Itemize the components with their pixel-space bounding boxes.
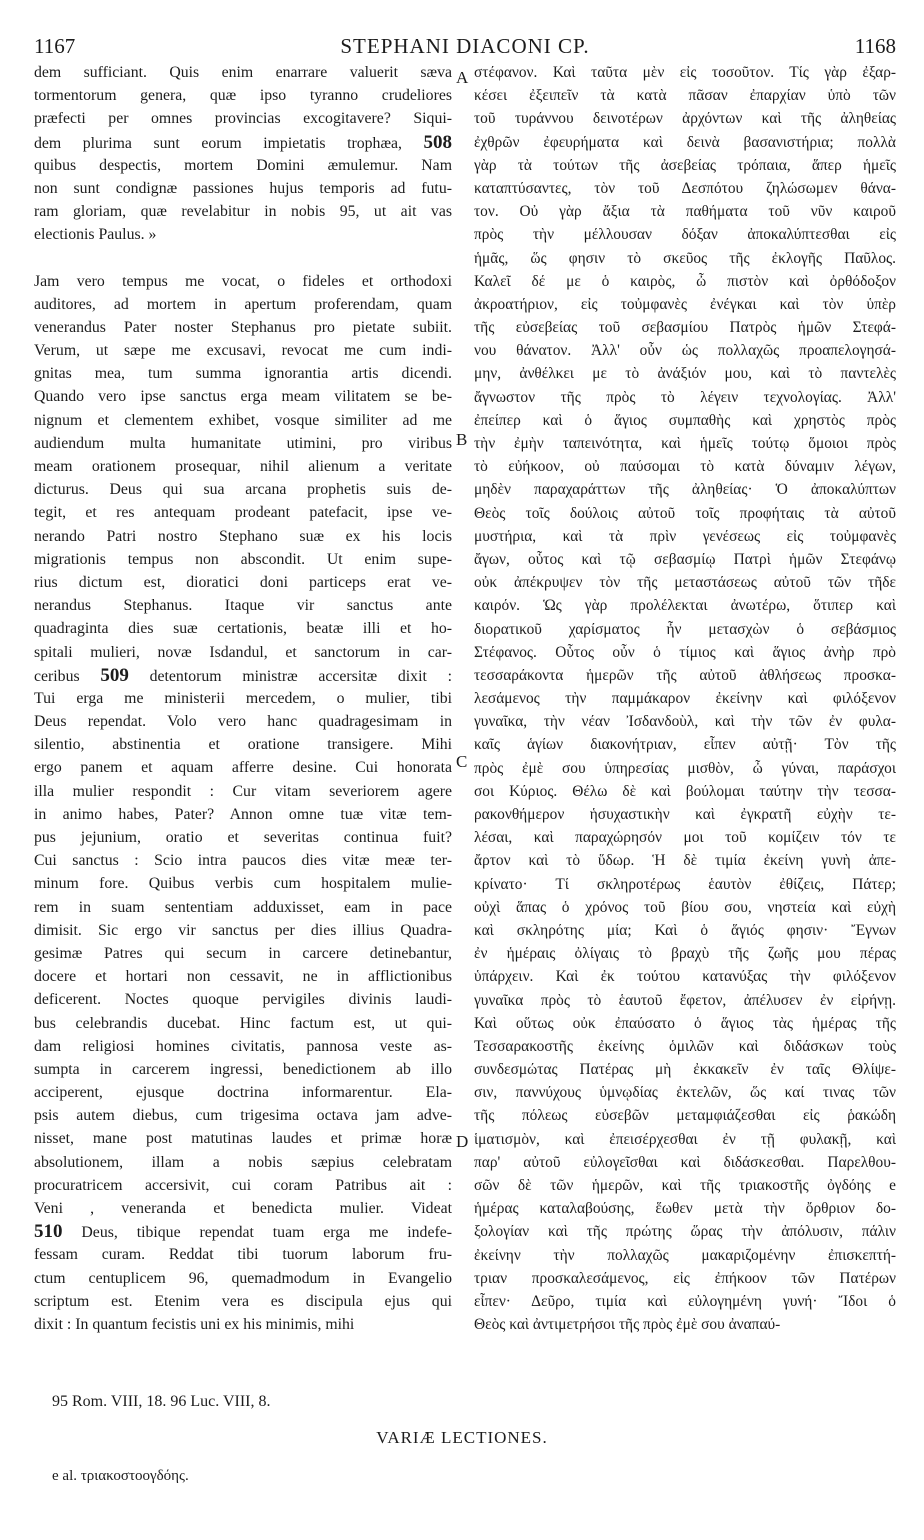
latin-text-line: deficerent. Noctes quoque pervigiles divinis laudi-: [34, 991, 452, 1009]
greek-text-line: διορατικοῦ χαρίσματος ἦν μετασχὼν ὁ σεβάσμιος: [474, 620, 896, 638]
latin-text-line: fessam curam. Reddat tibi tuorum laborum fru-: [34, 1246, 452, 1264]
latin-text-line: silentio, abstinentia et oratione transigere. Mihi: [34, 736, 452, 754]
margin-letter-a: A: [456, 68, 469, 87]
greek-text-line: ἐπείπερ καὶ ὁ ἅγιος συμπαθὴς καὶ χρηστὸς πρὸς: [474, 411, 896, 429]
latin-text-line: dem sufficiant. Quis enim enarrare valuerit sæva: [34, 64, 452, 81]
greek-text-line: ρακονθήμερον ἡσυχαστικὴν καὶ ἐγκρατῆ εὐχὴν τε-: [474, 806, 896, 823]
page-header: [34, 34, 896, 58]
greek-text-line: οὐκ ἀπέκρυψεν τὸν τῆς μεταστάσεως αὐτοῦ τῶν τῆδε: [474, 574, 896, 592]
latin-text-line: rem in suam sententiam adduxisset, eam in pace: [34, 898, 452, 916]
latin-text-line: præfecti per omnes provincias excogitavere? Siqui-: [34, 110, 452, 128]
variae-lectiones-title: VARIÆ LECTIONES.: [376, 1428, 548, 1447]
latin-text-line: psis autem diebus, cum trigesima octava jam adve-: [34, 1107, 452, 1125]
latin-text-line: absolutionem, illam a nobis sæpius celebratam: [34, 1153, 452, 1171]
greek-text-line: ξολογίαν καὶ τῆς πρώτης ὥρας τὴν ἀπόλυσιν, πάλιν: [474, 1223, 896, 1241]
greek-text-line: τριαν προσκαλεσάμενος, εἰς ἐπήκοον τῶν Πατέρων: [474, 1269, 896, 1287]
greek-text-line: γὰρ τὰ τούτων τῆς ἀσεβείας τρόπαια, ἅπερ ἡμεῖς: [474, 156, 896, 174]
margin-letter-d: D: [456, 1132, 469, 1151]
greek-text-line: σιν, παννύχους ὑμνῳδίας ἐκτελῶν, ὥς καί τινας τῶν: [474, 1084, 896, 1102]
greek-text-line: πρὸς ἐμὲ σου ὑπηρεσίας μισθὸν, ὦ γύναι, παράσχοι: [474, 759, 896, 777]
greek-text-line: οὐχὶ ἅπας ὁ χρόνος τοῦ βίου σου, νηστεία καὶ εὐχὴ: [474, 898, 896, 916]
greek-text-line: πρὸς τὴν μέλλουσαν δόξαν ἀποκαλύπτεσθαι εἰς: [474, 226, 896, 244]
latin-text-line: ctum centuplicem 96, quemadmodum in Evangelio: [34, 1269, 452, 1287]
latin-text-line: pus jejunium, oratio et severitas continua fuit?: [34, 829, 452, 846]
latin-text-line: gnitas mea, tum summa ignorantia artis dicendi.: [34, 365, 452, 383]
greek-text-line: τεσσαράκοντα ἡμερῶν τῆς αὐτοῦ ἀθλήσεως προσκα-: [474, 666, 896, 684]
latin-text-line: nerando Patri nostro Stephano suæ ex his locis: [34, 527, 452, 545]
greek-text-line: νου θάνατον. Ἀλλ' οὖν ὡς πολλαχῶς προαπελογησά-: [474, 342, 896, 360]
greek-text-line: Τεσσαρακοστῆς ἐκείνης ὁμιλῶν καὶ διδάσκων τοὺς: [474, 1037, 896, 1055]
latin-text-line: venerandus Pater noster Stephanus pro pietate subiit.: [34, 318, 452, 336]
greek-text-line: σῶν δὲ τῶν ἡμερῶν, καὶ τῆς τριακοστῆς ὀγδόης e: [474, 1177, 896, 1194]
latin-text-line: meam orationem prosequar, nihil alienum a veritate: [34, 458, 452, 475]
greek-text-line: ἄγων, οὗτος καὶ τῷ σεβασμίῳ Πατρὶ ἡμῶν Στεφάνῳ: [474, 550, 896, 568]
latin-text-line: Quando vero ipse sanctus erga meam vilitatem se be-: [34, 388, 452, 406]
greek-text-line: λεσάμενος τὴν παμμάκαρον ἐκείνην καὶ φιλόξενον: [474, 690, 896, 708]
greek-text-line: Στέφανος. Οὗτος οὖν ὁ τίμιος καὶ ἅγιος ἀνὴρ πρὸ: [474, 643, 896, 661]
greek-text-line: καῖς ἁγίων διακονήτριαν, εἶπεν αὐτῇ· Τὸν τῆς: [474, 736, 896, 754]
latin-text-line: ceribus 509 detentorum ministræ accersitæ dixit :: [34, 664, 452, 686]
latin-text-line: ergo panem et aquam afferre desine. Cui honorata: [34, 759, 452, 777]
latin-text-line: spitali mulieri, novæ Isdandul, et sanctorum in car-: [34, 643, 452, 661]
migne-page-marker: 508: [423, 131, 452, 153]
latin-column: [34, 61, 452, 1336]
latin-text-line: gesimæ Patres qui secum in carcere detinebantur,: [34, 944, 452, 962]
latin-text-line: dixit : In quantum fecistis uni ex his minimis, mihi: [34, 1315, 355, 1333]
greek-text-line: τὸ εὐήκοον, οὐ παύσομαι τὸ κατὰ δύναμιν λέγων,: [474, 458, 896, 476]
latin-text-line: docere et hortari non cessavit, ne in afflictionibus: [34, 968, 452, 986]
latin-text-line: electionis Paulus. »: [34, 226, 157, 244]
greek-text-line: ἀκροατήριον, εἰς τοὐμφανὲς ἐνέγκαι καὶ τὸν ὑπὲρ: [474, 295, 896, 313]
latin-text-line: audiendum multa humanitate utimini, pro viribus: [34, 434, 452, 452]
latin-text-line: nerandus Stephanus. Itaque vir sanctus ante: [34, 597, 452, 615]
margin-letter-c: C: [456, 752, 468, 771]
greek-text-line: Καλεῖ δέ με ὁ καιρὸς, ὦ πιστὸν καὶ ὀρθόδοξον: [474, 272, 896, 290]
greek-text-line: λέσαι, καὶ παραχώρησόν μοι τοῦ κομίζειν τόν τε: [474, 829, 896, 847]
greek-text-line: τον. Οὐ γὰρ ἄξια τὰ παθήματα τοῦ νῦν καιροῦ: [474, 203, 896, 221]
latin-text-line: illa mulier respondit : Cur vitam severiorem agere: [34, 782, 452, 800]
latin-text-line: Deus rependat. Volo vero hanc quadragesimam in: [34, 713, 452, 731]
greek-text-line: γυναῖκα, τὴν νέαν Ἰσδανδοὺλ, καὶ τὴν τῶν ἐν φυλα-: [474, 713, 896, 731]
greek-text-line: τῆς εὐσεβείας τοῦ σεβασμίου Πατρὸς ἡμῶν Στεφά-: [474, 319, 896, 337]
latin-text-line: bus celebrandis ducebat. Hinc factum est, ut qui-: [34, 1014, 452, 1032]
latin-text-line: nisset, mane post matutinas laudes et primæ horæ: [34, 1130, 452, 1148]
greek-text-line: μηδὲν παραχαράττων τῆς ἀληθείας· Ὁ ἀποκαλύπτων: [474, 481, 896, 499]
latin-text-line: acciperent, ejusque doctrina informarentur. Ela-: [34, 1084, 452, 1102]
latin-text-line: auditores, ad mortem in apertum proferendam, quam: [34, 295, 452, 313]
greek-text-line: ἐκείνην τὴν πολλαχῶς μακαριζομένην ἐπισκεπτή-: [474, 1246, 896, 1264]
greek-text-line: μυστήρια, καὶ τὰ πρὶν γενέσεως εἰς τοὐμφανὲς: [474, 527, 896, 545]
latin-text-line: Jam vero tempus me vocat, o fideles et orthodoxi: [34, 272, 452, 290]
latin-text-line: minum fore. Quibus verbis cum hospitalem mulie-: [34, 875, 452, 893]
latin-text-line: dam religiosi homines civitatis, pannosa veste as-: [34, 1037, 452, 1055]
greek-text-line: γυναῖκα πρὸς τὸ ἑαυτοῦ ἔφετον, ἀπέλυσεν ἐν εἰρήνῃ.: [474, 991, 896, 1009]
greek-text-line: καὶ σκληρότης μία; Καὶ ὁ ἅγιός φησιν· Ἔγνων: [474, 921, 896, 939]
margin-letter-b: B: [456, 430, 468, 449]
greek-text-line: ἄρτον καὶ τὸ ὕδωρ. Ἡ δὲ τιμία ἐκείνη γυνὴ ἀπε-: [474, 852, 896, 870]
greek-text-line: καιρόν. Ὡς γὰρ προλέλεκται ἀνωτέρω, ὅτιπερ καὶ: [474, 597, 896, 615]
latin-text-line: Veni , veneranda et benedicta mulier. Videat: [34, 1200, 452, 1217]
latin-text-line: tegit, et res antequam prodeant patefacit, ipse ve-: [34, 504, 452, 522]
greek-text-line: ἐν ἡμέραις ὀλίγαις τὸ βραχὺ τῆς ζωῆς μου πέρας: [474, 945, 896, 963]
greek-text-line: ὑπάρχειν. Καὶ ἐκ τούτου κατανύξας τὴν φιλόξενον: [474, 968, 896, 986]
greek-text-line: συνδεσμώτας Πατέρας μὴ ἐκκακεῖν ἐν ταῖς Θλίψε-: [474, 1061, 896, 1079]
latin-text-line: scriptum est. Etenim vera es discipula ejus qui: [34, 1292, 452, 1310]
latin-text-line: rius dictum est, dioratici doni particeps erat ve-: [34, 573, 452, 591]
migne-page-marker: 510: [34, 1221, 63, 1243]
greek-column: [474, 61, 896, 1336]
greek-text-line: Καὶ οὕτως οὐκ ἐπαύσατο ὁ ἅγιος τὰς ἡμέρας τῆς: [474, 1014, 896, 1032]
greek-text-line: ἐχθρῶν ἐφευρήματα καὶ δεινὰ βασανιστήρια; πολλὰ: [474, 133, 896, 151]
latin-text-line: dimisit. Sic ergo vir sanctus per dies illius Quadra-: [34, 921, 452, 939]
greek-text-line: Θεὸς τοῖς δούλοις αὐτοῦ τοῖς προφήταις τὰ αὐτοῦ: [474, 504, 896, 522]
latin-text-line: dem plurima sunt eorum impietatis trophæa, 508: [34, 131, 452, 153]
greek-text-line: κρίνατο· Τί σκληροτέρως ἑαυτὸν ἐθίζεις, Πάτερ;: [474, 875, 896, 893]
running-title: STEPHANI DIACONI CP.: [340, 34, 590, 58]
latin-text-line: quadraginta dies suæ certationis, beatæ illi et ho-: [34, 620, 452, 638]
latin-text-line: non sunt condignæ passiones hujus temporis ad futu-: [34, 179, 452, 197]
greek-text-line: στέφανον. Καὶ ταῦτα μὲν εἰς τοσοῦτον. Τίς γὰρ ἐξαρ-: [474, 64, 896, 81]
greek-text-line: εἶπεν· Δεῦρο, τιμία καὶ εὐλογημένη γυνή· Ἴδοι ὁ: [474, 1292, 896, 1310]
latin-text-line: nignum et clementem exhibet, vosque similiter ad me: [34, 411, 452, 429]
greek-text-line: ἱματισμὸν, καὶ ἐπεισέρχεσθαι ἐν τῇ φυλακῇ, καὶ: [474, 1130, 896, 1148]
migne-page-marker: 509: [100, 664, 129, 686]
latin-text-line: migrationis tempus non abscondit. Ut enim supe-: [34, 550, 452, 568]
left-page-number: 1167: [34, 34, 76, 58]
greek-text-line: ἡμᾶς, ὥς φησιν τὸ σκεῦος τῆς ἐκλογῆς Παῦλος.: [474, 249, 896, 267]
latin-text-line: Cui sanctus : Scio intra paucos dies vitæ meæ ter-: [34, 852, 452, 870]
footnotes: 95 Rom. VIII, 18. 96 Luc. VIII, 8.: [52, 1393, 271, 1410]
greek-text-line: ἡμέρας καταλαβούσης, ἕωθεν μετὰ τὴν ὄρθριον δο-: [474, 1200, 896, 1218]
greek-text-line: κέσει ἐξειπεῖν τὰ κατὰ πᾶσαν ἐπαρχίαν ὑπὸ τῶν: [474, 87, 896, 105]
right-page-number: 1168: [854, 34, 896, 58]
greek-text-line: καταπτύσαντες, τὸν τοῦ Δεσπότου ζηλώσωμεν θάνα-: [474, 179, 896, 197]
greek-text-line: τῆς πόλεως εὐσεβῶν μεταμφιάζεσθαι εἰς ῥακώδη: [474, 1107, 896, 1125]
latin-paragraph-break: [34, 247, 452, 270]
greek-text-line: τὴν ἐμὴν ταπεινότητα, καὶ ἡμεῖς τούτῳ ὅμοιοι πρὸς: [474, 435, 896, 452]
latin-text-line: dicturus. Deus qui sua arcana prophetis suis de-: [34, 481, 452, 499]
greek-text-line: παρ' αὐτοῦ εὐλογεῖσθαι καὶ διδάσκεσθαι. Παρελθου-: [474, 1153, 896, 1171]
latin-text-line: ram gloriam, quæ revelabitur in nobis 95, ut ait vas: [34, 203, 452, 221]
latin-text-line: Tui erga me ministerii mercedem, o mulier, tibi: [34, 689, 452, 707]
latin-text-line: tormentorum genera, quæ ipso tyranno crudeliores: [34, 87, 452, 105]
greek-text-line: τοῦ τυράννου δεινοτέρων ἀρχόντων καὶ τῆς ἀληθείας: [474, 110, 896, 128]
latin-text-line: procuratricem accersivit, cui coram Patribus ait :: [34, 1176, 452, 1194]
variae-lectiones-note: e al. τριακοστοογδόης.: [52, 1468, 189, 1484]
latin-text-line: Verum, ut sæpe me excusavi, revocat me cum indi-: [34, 342, 452, 360]
greek-text-line: Θεὸς καὶ ἀντιμετρήσοι τῆς πρὸς ἐμὲ σου ἀναπαύ-: [474, 1316, 781, 1334]
greek-text-line: ἄγνωστον τῆς πρὸς τὸ λέγειν τεχνολογίας. Ἀλλ': [474, 388, 896, 406]
latin-text-line: quibus despectis, mortem Domini æmulemur. Nam: [34, 156, 452, 174]
latin-text-line: sumpta in carcerem ingressi, benedictionem ab illo: [34, 1060, 452, 1078]
greek-text-line: σοι Κύριος. Θέλω δὲ καὶ βούλομαι ταύτην τὴν τεσσα-: [474, 782, 896, 800]
latin-text-line: in animo habes, Pater? Annon omne tuæ vitæ tem-: [34, 805, 452, 823]
greek-text-line: μην, ἀνθέλκει με τὸ ἀνάξιόν μου, καὶ τὸ παντελὲς: [474, 365, 896, 383]
latin-text-line: 510 Deus, tibique rependat tuam erga me indefe-: [34, 1221, 452, 1243]
